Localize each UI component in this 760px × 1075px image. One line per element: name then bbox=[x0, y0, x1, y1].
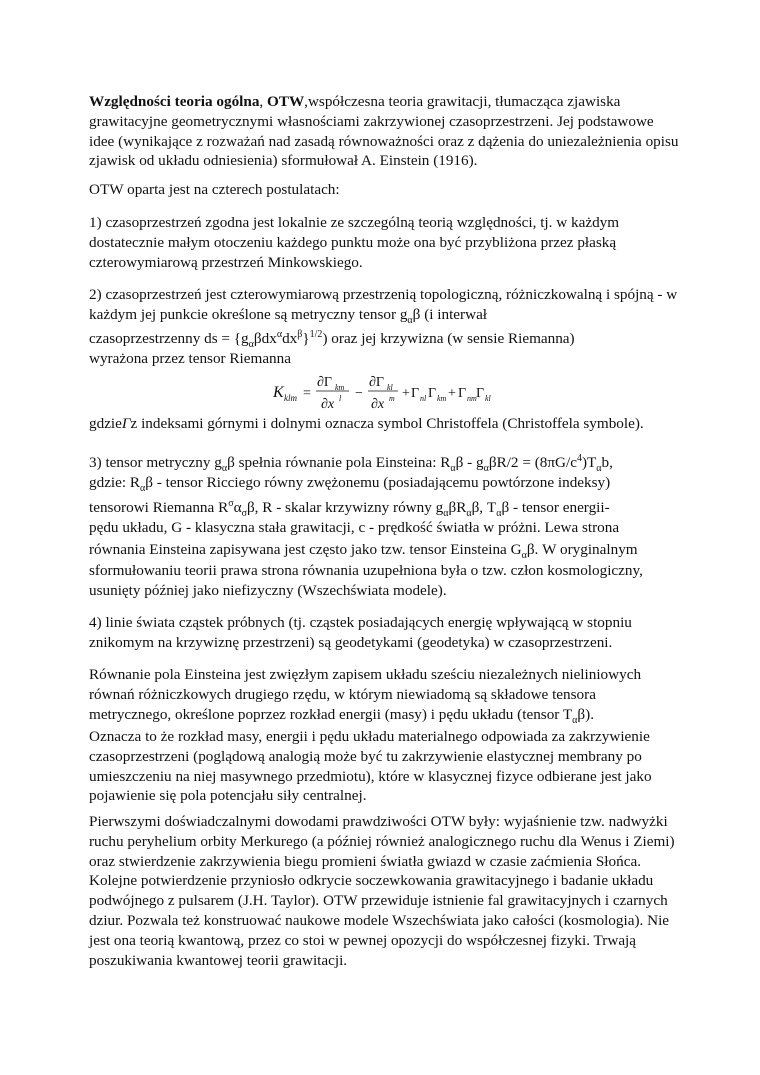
formula-num2: ∂Γ bbox=[369, 375, 385, 390]
p3-l1-e: )T bbox=[581, 454, 597, 471]
p3-l3-d: βR bbox=[448, 499, 467, 516]
formula-g1-sub: nl bbox=[420, 394, 427, 403]
intro-abbr: OTW bbox=[267, 93, 305, 110]
formula-g3-sub: nm bbox=[467, 394, 477, 403]
p2-text-b: β (i interwał bbox=[412, 305, 488, 323]
formula-num1-sub: km bbox=[335, 383, 345, 392]
p3-l5-sub: α bbox=[521, 550, 527, 561]
intro-term: Względności teoria ogólna bbox=[89, 93, 260, 110]
p2-l3-b: βdx bbox=[253, 330, 277, 347]
formula-num2-sub: kl bbox=[387, 383, 393, 392]
p3-l1-c: β - g bbox=[455, 454, 484, 471]
p5-b: β). bbox=[577, 705, 595, 723]
formula-minus: − bbox=[355, 386, 363, 401]
gdzie-a: gdzie bbox=[89, 415, 122, 432]
postulate-1: 1) czasoprzestrzeń zgodna jest lokalnie ze szczególną teorią względności, tj. w każdym dostatecznie małym otoczeniu każdego punktu może ona być przybliżona przez płaską czterowymiarową przestrzeń Minkowskiego. bbox=[89, 214, 620, 271]
formula-g4: Γ bbox=[476, 386, 485, 401]
formula-plus2: + bbox=[448, 386, 456, 401]
formula-g1: Γ bbox=[411, 386, 420, 401]
p2-l3-sub: α bbox=[248, 339, 254, 350]
p3-l1-sub: α bbox=[221, 463, 228, 474]
p3-l1-f: b, bbox=[601, 454, 613, 471]
riemann-formula bbox=[273, 371, 493, 411]
postulate-3-line6: sformułowaniu teorii prawa strona równania uzupełniona była o tzw. człon kosmologiczny, bbox=[89, 562, 643, 579]
formula-g4-sub: kl bbox=[485, 394, 491, 403]
p2-l3-sup2: β bbox=[297, 329, 303, 340]
p5-sub: α bbox=[572, 714, 578, 726]
postulate-2 bbox=[89, 285, 679, 325]
formula-plus1: + bbox=[402, 386, 410, 401]
formula-lhs-sub: klm bbox=[284, 393, 297, 403]
p3-l3-a: tensorowi Riemanna R bbox=[89, 499, 229, 516]
p2-l3-d: } bbox=[302, 330, 310, 347]
formula-den1-sup: l bbox=[339, 394, 342, 403]
postulate-2-line3 bbox=[89, 329, 679, 349]
gdzie-b: z indeksami górnymi i dolnymi oznacza symbol Christoffela (Christoffela symbole). bbox=[130, 415, 644, 432]
postulate-3-line7: usunięty później jako niefizyczny (Wszechświata modele). bbox=[89, 582, 447, 599]
formula-lhs: K bbox=[273, 384, 284, 401]
p3-l1-sub4: α bbox=[596, 463, 602, 474]
p3-l3-f: β - tensor energii- bbox=[501, 499, 610, 516]
p3-l5-a: równania Einsteina zapisywana jest często jako tzw. tensor Einsteina G bbox=[89, 541, 522, 558]
p3-l3-sup: σ bbox=[228, 498, 234, 509]
einstein-equation-paragraph bbox=[89, 665, 679, 724]
intro-sep: , bbox=[259, 93, 268, 110]
p3-l1-b: β spełnia równanie pola Einsteina: R bbox=[227, 454, 451, 471]
formula-den2: ∂x bbox=[371, 397, 385, 411]
p3-l3-sub2: α bbox=[443, 508, 449, 519]
p2-text-a: 2) czasoprzestrzeń jest czterowymiarową przestrzenią topologiczną, różniczkowalną i spójną - w każdym jej punkcie określone są metryczny tensor g bbox=[89, 286, 678, 323]
postulate-3-line3 bbox=[89, 498, 679, 518]
postulate-2-line4: wyrażona przez tensor Riemanna bbox=[89, 350, 291, 367]
postulate-3-line4: pędu układu, G - klasyczna stała grawitacji, c - prędkość światła w próżni. Lewa strona bbox=[89, 519, 620, 536]
formula-den2-sup: m bbox=[389, 394, 395, 403]
p3-l1-sub3: α bbox=[483, 463, 489, 474]
p3-l1-a: 3) tensor metryczny g bbox=[89, 454, 222, 471]
postulates-intro: OTW oparta jest na czterech postulatach: bbox=[89, 181, 340, 198]
p2-l3-c: dx bbox=[282, 330, 298, 347]
p2-l3-e: ) oraz jej krzywizna (w sensie Riemanna) bbox=[322, 330, 575, 347]
evidence-paragraph: Pierwszymi doświadczalnymi dowodami prawdziwości OTW były: wyjaśnienie tzw. nadwyżki ruchu peryhelium orbity Merkurego (a później również analogicznego ruchu dla Wenus i Ziemi) oraz stwierdzenie zakrzywienia biegu promieni światła gwiazd w czasie zaćmienia Słońca. Kolejne potwierdzenie przyniosło odkrycie soczewkowania grawitacyjnego i badanie układu podwójnego z pulsarem (J.H. Taylor). OTW przewiduje istnienie fal grawitacyjnych i czarnych dziur. Pozwala też konstruować naukowe modele Wszechświata jako całości (kosmologia). Nie jest ona teorią kwantową, przez co stoi w pewnej opozycji do współczesnej fizyki. Trwają poszukiwania kwantowej teorii grawitacji. bbox=[89, 813, 675, 969]
formula-eq: = bbox=[303, 386, 311, 401]
p3-l1-d: βR/2 = (8πG/c bbox=[488, 454, 577, 471]
mass-curvature-paragraph: Oznacza to że rozkład masy, energii i pędu układu materialnego odpowiada za zakrzywienie czasoprzestrzeni (poglądową analogią może być tu zakrzywienie elastycznej membrany po umieszczeniu na niej masywnego przedmiotu), które w klasycznej fizyce odbierane jest jako pojawienie się pola potencjału siły centralnej. bbox=[89, 728, 652, 805]
p3-l3-e: β, T bbox=[471, 499, 497, 516]
p3-l3-sub: σ bbox=[241, 508, 247, 519]
p2-sub: α bbox=[407, 314, 413, 326]
postulate-3-line2 bbox=[89, 473, 679, 493]
p3-l3-c: β, R - skalar krzywizny równy g bbox=[246, 499, 444, 516]
gdzie-gamma: Γ bbox=[121, 415, 131, 432]
postulate-3-line1 bbox=[89, 453, 679, 473]
p3-l3-b: α bbox=[233, 499, 242, 516]
p3-l3-sub4: α bbox=[496, 508, 502, 519]
p3-l2-b: β - tensor Ricciego równy zwężonemu (posiadającemu powtórzone indeksy) bbox=[145, 474, 611, 491]
p3-l5-b: β. W oryginalnym bbox=[526, 541, 638, 558]
p2-l3-sup3: 1/2 bbox=[309, 329, 323, 340]
christoffel-note bbox=[89, 414, 679, 434]
formula-g3: Γ bbox=[458, 386, 467, 401]
p2-l3-a: czasoprzestrzenny ds = {g bbox=[89, 330, 249, 347]
postulate-3-line5 bbox=[89, 540, 679, 560]
p3-l2-a: gdzie: R bbox=[89, 474, 141, 491]
intro-text: ,współczesna teoria grawitacji, tłumacząca zjawiska grawitacyjne geometrycznymi własnościami zakrzywionej czasoprzestrzeni. Jej podstawowe idee (wynikające z rozważań nad zasadą równoważności oraz z dążenia do uniezależnienia opisu zjawisk od układu odniesienia) sformułował A. Einstein (1916). bbox=[89, 93, 679, 170]
formula-den1: ∂x bbox=[321, 397, 335, 411]
p5-a: Równanie pola Einsteina jest zwięzłym zapisem układu sześciu niezależnych nieliniowych równań różniczkowych drugiego rzędu, w którym niewiadomą są składowe tensora metrycznego, określone poprzez rozkład energii (masy) i pędu układu (tensor T bbox=[89, 666, 642, 723]
formula-g2: Γ bbox=[428, 386, 437, 401]
p3-l1-sup: 4 bbox=[576, 453, 582, 464]
formula-num1: ∂Γ bbox=[317, 375, 333, 390]
intro-paragraph bbox=[89, 92, 679, 171]
postulate-4: 4) linie świata cząstek próbnych (tj. cząstek posiadających energię wpływającą w stopniu znikomym na krzywiznę przestrzeni) są geodetykami (geodetyka) w czasoprzestrzeni. bbox=[89, 614, 632, 651]
p3-l3-sub3: α bbox=[466, 508, 472, 519]
p2-l3-sup: α bbox=[276, 329, 283, 340]
p3-l2-sub: α bbox=[140, 483, 146, 494]
p3-l1-sub2: α bbox=[450, 463, 456, 474]
formula-g2-sub: km bbox=[437, 394, 447, 403]
